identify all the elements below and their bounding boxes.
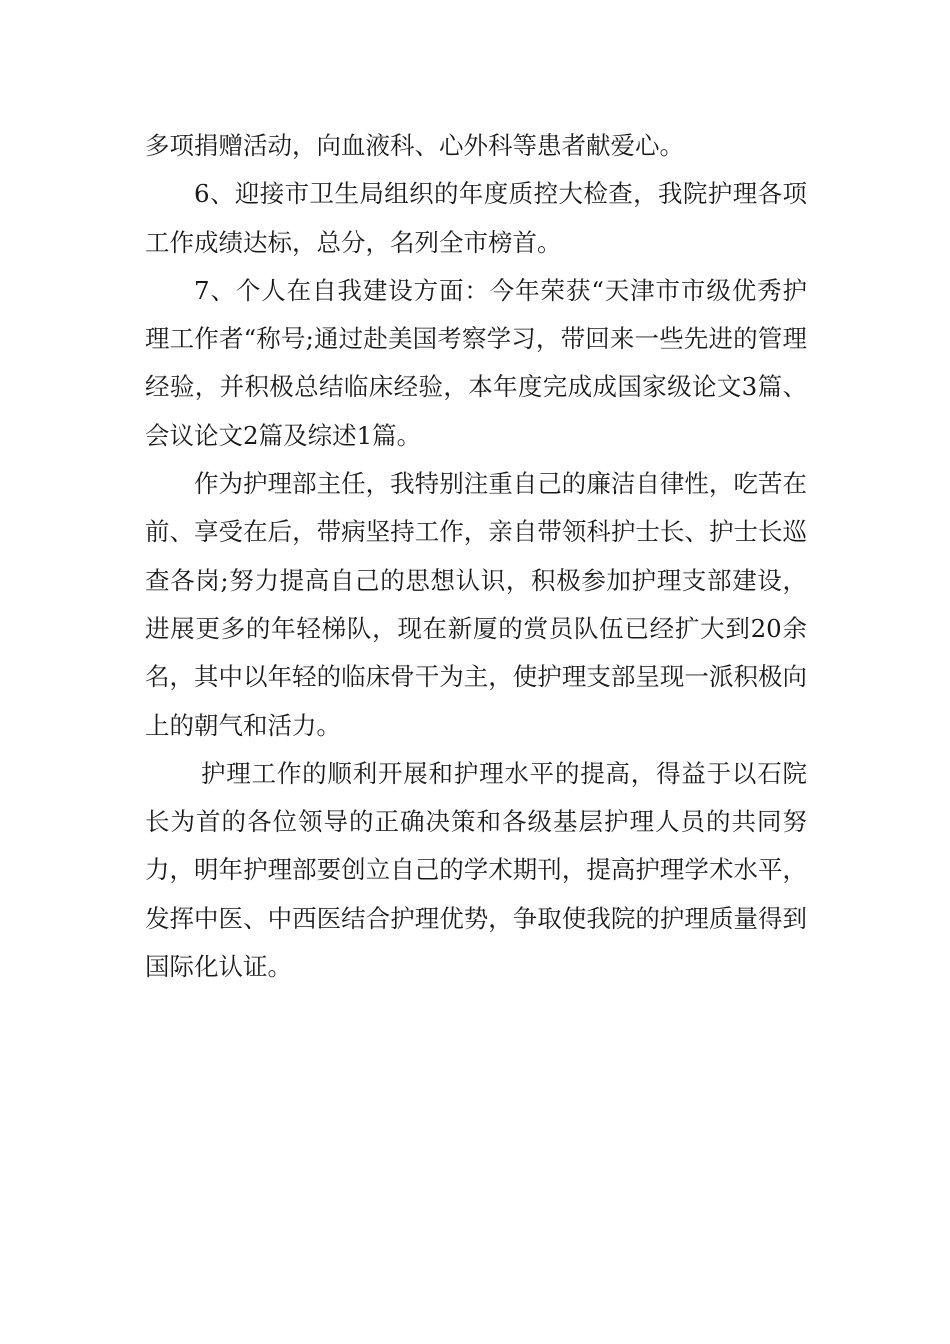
paragraph-continuation: 多项捐赠活动，向血液科、心外科等患者献爱心。 <box>145 131 684 160</box>
paragraph-director-conduct: 作为护理部主任，我特别注重自己的廉洁自律性，吃苦在前、享受在后，带病坚持工作，亲自带领科护士长、护士长巡查各岗;努力提高自己的思想认识，积极参加护理支部建设，进展更多的年轻梯队，现在新厦的赏员队伍已经扩大到20余名，其中以年轻的临床骨干为主，使护理支部呈现一派积极向上的朝气和活力。 <box>145 469 807 740</box>
document-body <box>145 122 807 991</box>
paragraph-conclusion: 护理工作的顺利开展和护理水平的提高，得益于以石院长为首的各位领导的正确决策和各级基层护理人员的共同努力，明年护理部要创立自己的学术期刊，提高护理学术水平，发挥中医、中西医结合护理优势，争取使我院的护理质量得到国际化认证。 <box>145 758 807 982</box>
paragraph-item-6: 6、迎接市卫生局组织的年度质控大检查，我院护理各项工作成绩达标，总分，名列全市榜首。 <box>145 179 807 257</box>
paragraph-item-7: 7、个人在自我建设方面：今年荣获“天津市市级优秀护理工作者“称号;通过赴美国考察学习，带回来一些先进的管理经验，并积极总结临床经验，本年度完成成国家级论文3篇、会议论文2篇及综述1篇。 <box>145 275 807 450</box>
